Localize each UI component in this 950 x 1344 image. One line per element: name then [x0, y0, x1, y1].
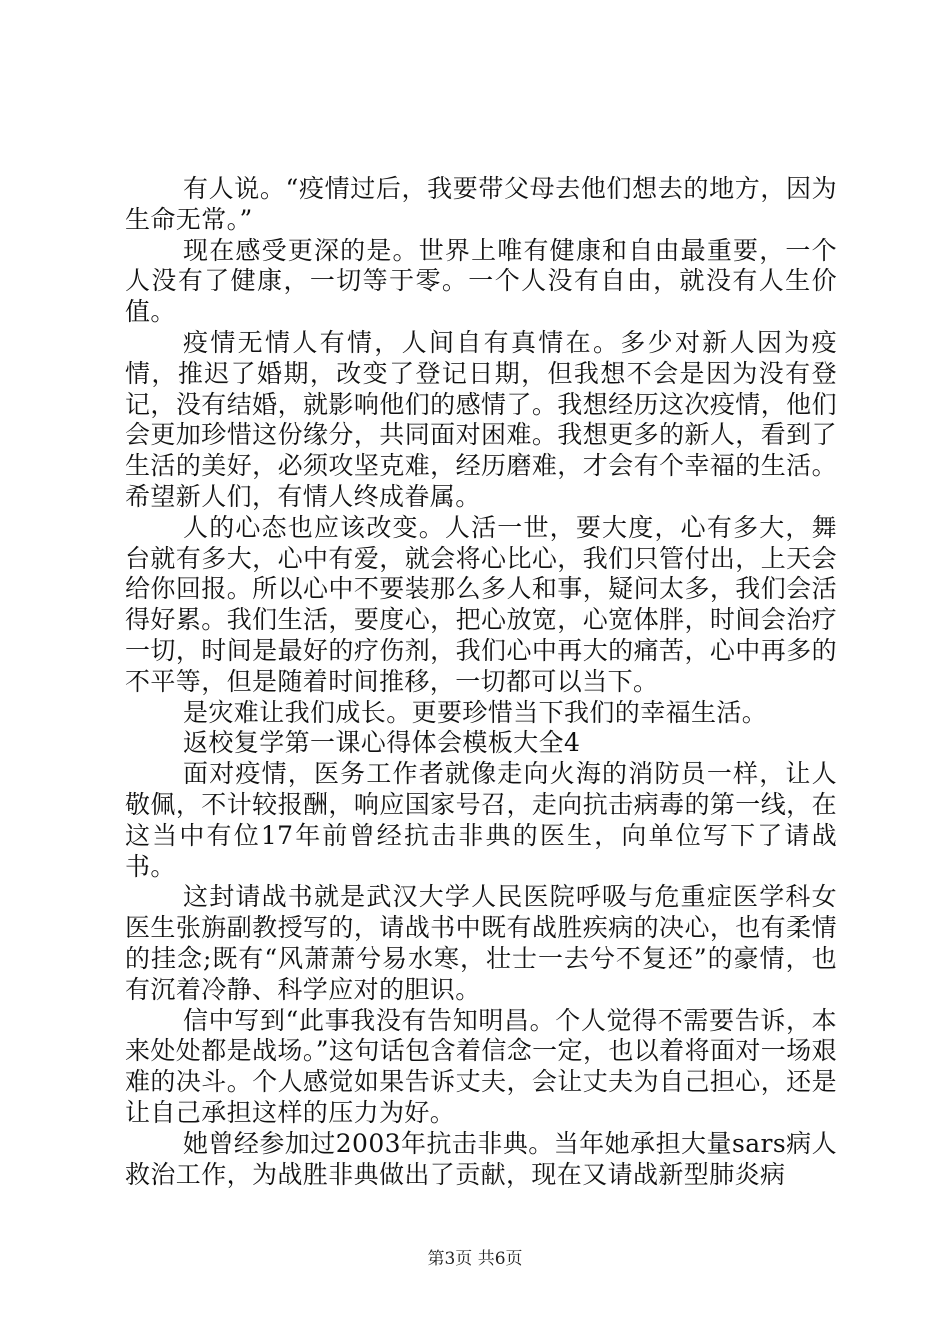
paragraph: 人的心态也应该改变。人活一世，要大度，心有多大，舞台就有多大，心中有爱，就会将心比心，我们只管付出，上天会给你回报。所以心中不要装那么多人和事，疑问太多，我们会活得好累。我们生活，要度心，把心放宽，心宽体胖，时间会治疗一切，时间是最好的疗伤剂，我们心中再大的痛苦，心中再多的不平等，但是随着时间推移，一切都可以当下。 — [125, 512, 837, 696]
page-footer: 第3页 共6页 — [427, 1249, 523, 1269]
paragraph: 这封请战书就是武汉大学人民医院呼吸与危重症医学科女医生张旃副教授写的，请战书中既有战胜疾病的决心，也有柔情的挂念;既有“风萧萧兮易水寒，壮士一去兮不复还”的豪情，也有沉着冷静、科学应对的胆识。 — [125, 882, 837, 1004]
paragraph: 信中写到“此事我没有告知明昌。个人觉得不需要告诉，本来处处都是战场。”这句话包含着信念一定，也以着将面对一场艰难的决斗。个人感觉如果告诉丈夫，会让丈夫为自己担心，还是让自己承担这样的压力为好。 — [125, 1005, 837, 1127]
section-heading: 返校复学第一课心得体会模板大全4 — [183, 728, 581, 758]
paragraph: 面对疫情，医务工作者就像走向火海的消防员一样，让人敬佩，不计较报酬，响应国家号召，走向抗击病毒的第一线，在这当中有位17年前曾经抗击非典的医生，向单位写下了请战书。 — [125, 759, 837, 881]
paragraph: 她曾经参加过2003年抗击非典。当年她承担大量sars病人救治工作，为战胜非典做出了贡献，现在又请战新型肺炎病 — [125, 1128, 837, 1189]
paragraph: 现在感受更深的是。世界上唯有健康和自由最重要，一个人没有了健康，一切等于零。一个人没有自由，就没有人生价值。 — [125, 235, 837, 327]
document-body — [125, 174, 837, 1190]
paragraph: 疫情无情人有情，人间自有真情在。多少对新人因为疫情，推迟了婚期，改变了登记日期，但我想不会是因为没有登记，没有结婚，就影响他们的感情了。我想经历这次疫情，他们会更加珍惜这份缘分，共同面对困难。我想更多的新人，看到了生活的美好，必须攻坚克难，经历磨难，才会有个幸福的生活。希望新人们，有情人终成眷属。 — [125, 327, 837, 511]
paragraph: 有人说。“疫情过后，我要带父母去他们想去的地方，因为生命无常。” — [125, 174, 837, 234]
paragraph: 是灾难让我们成长。更要珍惜当下我们的幸福生活。 — [183, 697, 768, 727]
